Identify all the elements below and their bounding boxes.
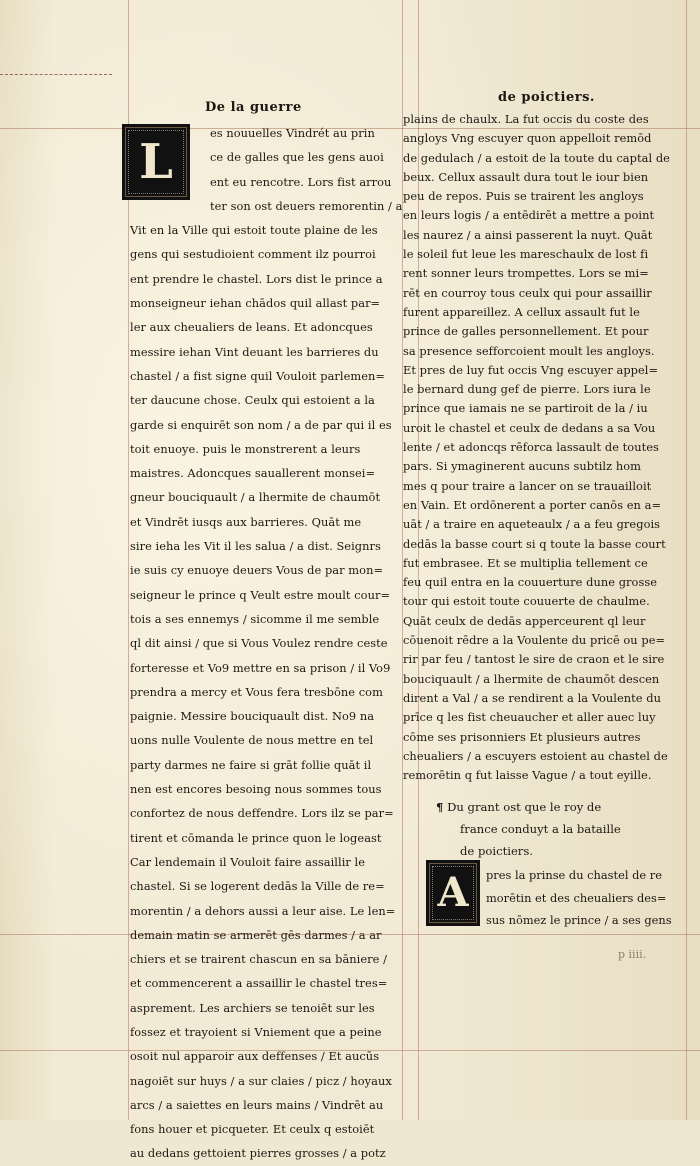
text-line: sus nōmez le prince / a ses gens xyxy=(486,913,672,927)
text-line: morētin et des cheualiers des= xyxy=(486,890,667,905)
text-line: ter son ost deuers remorentin / a xyxy=(210,198,403,213)
text-line: en leurs logis / a entēdirēt a mettre a point xyxy=(403,208,655,223)
right-column xyxy=(403,110,679,785)
chapter-rubric xyxy=(436,796,686,862)
text-line: nagoiēt sur huys / a sur claies / picz / hoyaux xyxy=(130,1073,392,1088)
text-line: sa presence sefforcoient moult les angloys. xyxy=(403,343,655,358)
text-line: angloys Vng escuyer quon appelloit remōd xyxy=(403,131,652,146)
initial-ornament xyxy=(432,866,474,920)
text-line: ce de galles que les gens auoi xyxy=(210,150,384,165)
text-line: Et pres de luy fut occis Vng escuyer appel= xyxy=(403,362,659,377)
text-line: Quāt ceulx de dedās apperceurent ql leur xyxy=(403,613,646,628)
text-line: messire iehan Vint deuant les barrieres du xyxy=(130,344,379,359)
text-line: paignie. Messire bouciquault dist. No9 na xyxy=(130,709,375,724)
text-line: rir par feu / tantost le sire de craon et le sire xyxy=(403,652,665,667)
text-line: ent eu rencotre. Lors fist arrou xyxy=(210,174,392,189)
text-line: tirent et cōmanda le prince quon le logeast xyxy=(130,830,382,845)
text-line: cheualiers / a escuyers estoient au chastel de xyxy=(403,748,668,763)
text-line: plains de chaulx. La fut occis du coste des xyxy=(403,112,649,126)
text-line: uāt / a traire en aqueteaulx / a a feu gregois xyxy=(403,517,661,532)
signature-mark: p iiii. xyxy=(618,948,647,961)
text-line: prendra a mercy et Vous fera tresbōne com xyxy=(130,684,383,699)
text-line: peu de repos. Puis se trairent les angloys xyxy=(403,189,644,204)
text-line: tois a ses ennemys / sicomme il me semble xyxy=(130,611,380,626)
text-line: feu quil entra en la couuerture dune grosse xyxy=(403,575,658,590)
rubric-line: de poictiers. xyxy=(460,844,533,858)
text-line: ent prendre le chastel. Lors dist le prince a xyxy=(130,271,383,286)
text-line: et commencerent a assaillir le chastel tres= xyxy=(130,976,388,991)
text-line: fons houer et picqueter. Et ceulx q estoiēt xyxy=(130,1122,375,1137)
text-line: chiers et se trairent chascun en sa bāniere / xyxy=(130,952,388,967)
text-line: le bernard dung gef de pierre. Lors iura le xyxy=(403,382,651,397)
text-line: prince de galles personnellement. Et pour xyxy=(403,324,649,339)
text-line: chastel. Si se logerent dedās la Ville de re= xyxy=(130,879,385,894)
text-line: lente / et adoncqs rēforca lassault de toutes xyxy=(403,440,659,455)
running-head-left: De la guerre xyxy=(205,100,302,115)
text-line: fut embrasee. Et se multiplia tellement ce xyxy=(403,555,648,570)
text-line: beux. Cellux assault dura tout le iour bien xyxy=(403,169,649,184)
rubric-text: Du grant ost que le roy de xyxy=(447,800,602,814)
running-head-right: de poictiers. xyxy=(498,90,595,105)
text-line: ql dit ainsi / que si Vous Voulez rendre ceste xyxy=(130,636,388,651)
torn-edge-mark xyxy=(0,74,112,75)
text-line: cōme ses prisonniers Et plusieurs autres xyxy=(403,729,641,744)
text-line: mes q pour traire a lancer on se trauailloit xyxy=(403,478,652,493)
chapter-opening-text xyxy=(486,864,696,932)
text-line: pars. Si ymaginerent aucuns subtilz hom xyxy=(403,459,641,474)
text-line: forteresse et Vo9 mettre en sa prison / il Vo9 xyxy=(130,660,391,675)
text-line: osoit nul apparoir aux deffenses / Et aucūs xyxy=(130,1049,380,1064)
initial-letter: L xyxy=(139,134,173,190)
text-line: les naurez / a ainsi passerent la nuyt. Quāt xyxy=(403,227,653,242)
ruling-line xyxy=(686,0,687,1120)
text-line: rēt en courroy tous ceulx qui pour assaillir xyxy=(403,285,652,300)
text-line: dirent a Val / a se rendirent a la Voulente du xyxy=(403,690,661,705)
text-line: remorētin q fut laisse Vague / a tout eyille. xyxy=(403,768,652,783)
text-line: de gedulach / a estoit de la toute du captal de xyxy=(403,150,670,165)
text-line: garde si enquirēt son nom / a de par qui il es xyxy=(130,417,392,432)
text-line: monseigneur iehan chādos quil allast par= xyxy=(130,296,381,311)
rubric-line xyxy=(436,796,686,818)
left-column xyxy=(130,121,402,1166)
text-line: morentin / a dehors aussi a leur aise. Le len= xyxy=(130,903,396,918)
text-line: uons nulle Voulente de nous mettre en tel xyxy=(130,733,374,748)
text-line: ie suis cy enuoye deuers Vous de par mon= xyxy=(130,563,384,578)
text-line: rent sonner leurs trompettes. Lors se mi= xyxy=(403,266,649,281)
text-line: cōuenoit rēdre a la Voulente du pricē ou pe= xyxy=(403,633,666,648)
text-line: fossez et trayoient si Vniement que a peine xyxy=(130,1024,382,1039)
pilcrow-mark: ¶ xyxy=(436,800,444,814)
text-line: party darmes ne faire si grāt follie quāt il xyxy=(130,757,372,772)
text-line: Car lendemain il Vouloit faire assaillir le xyxy=(130,854,366,869)
text-line: es nouuelles Vindrét au prin xyxy=(210,126,375,140)
text-line: confortez de nous deffendre. Lors ilz se par= xyxy=(130,806,394,821)
text-line: chastel / a fist signe quil Vouloit parlemen= xyxy=(130,368,386,383)
text-line: sire ieha les Vit il les salua / a dist. Seignrs xyxy=(130,539,381,554)
text-line: ler aux cheualiers de leans. Et adoncques xyxy=(130,320,373,335)
text-line: prīce q les fist cheuaucher et aller auec luy xyxy=(403,710,656,725)
text-line: toit enuoye. puis le monstrerent a leurs xyxy=(130,441,361,456)
text-line: et Vindrēt iusqs aux barrieres. Quāt me xyxy=(130,514,362,529)
text-line: nen est encores besoing nous sommes tous xyxy=(130,782,382,797)
text-line: gens qui sestudioient comment ilz pourroi xyxy=(130,247,376,262)
text-line: prince que iamais ne se partiroit de la / iu xyxy=(403,401,648,416)
text-line: tour qui estoit toute couuerte de chaulme. xyxy=(403,594,650,609)
rubric-line: france conduyt a la bataille xyxy=(460,822,621,836)
decorated-initial-a xyxy=(426,860,480,926)
text-line: uroit le chastel et ceulx de dedans a sa Vou xyxy=(403,420,656,435)
text-line: dedās la basse court si q toute la basse court xyxy=(403,536,666,551)
text-line: seigneur le prince q Veult estre moult cour= xyxy=(130,587,391,602)
text-line: arcs / a saiettes en leurs mains / Vindrēt au xyxy=(130,1097,384,1112)
text-line: furent appareillez. A cellux assault fut le xyxy=(403,304,640,319)
text-line: au dedans gettoient pierres grosses / a potz xyxy=(130,1146,386,1161)
text-line: demain matin se armerēt gēs darmes / a ar xyxy=(130,927,382,942)
text-line: asprement. Les archiers se tenoiēt sur les xyxy=(130,1000,375,1015)
text-line: gneur bouciquault / a lhermite de chaumōt xyxy=(130,490,381,505)
text-line: en Vain. Et ordōnerent a porter canōs en a= xyxy=(403,497,662,512)
text-line: le soleil fut leue les mareschaulx de lost fi xyxy=(403,247,649,262)
text-line: Vit en la Ville qui estoit toute plaine de les xyxy=(130,223,378,238)
initial-letter: A xyxy=(437,869,469,916)
text-line: bouciquault / a lhermite de chaumōt descen xyxy=(403,671,660,686)
text-line: pres la prinse du chastel de re xyxy=(486,868,662,882)
text-line: ter daucune chose. Ceulx qui estoient a la xyxy=(130,393,375,408)
text-line: maistres. Adoncques sauallerent monsei= xyxy=(130,466,376,481)
